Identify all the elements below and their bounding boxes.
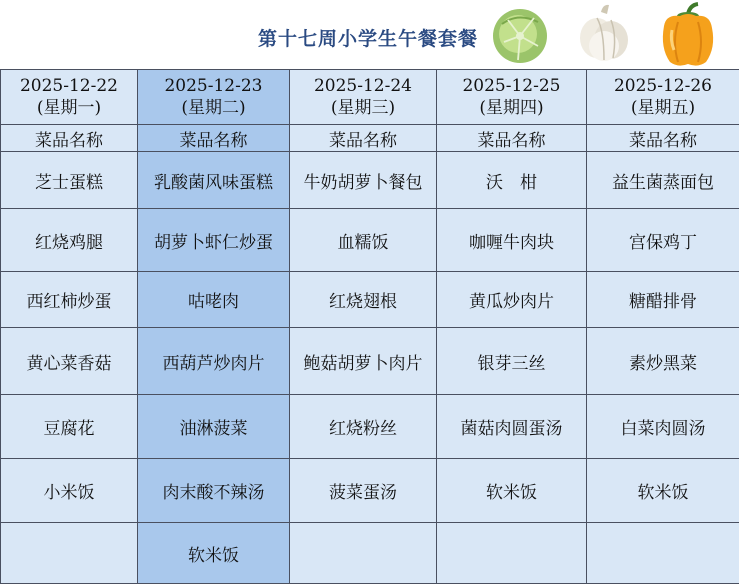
dish-cell: 西红柿炒蛋 (1, 272, 138, 328)
dish-row (1, 272, 739, 328)
menu-table (0, 69, 739, 584)
dish-cell: 白菜肉圆汤 (587, 395, 739, 459)
dish-name-header: 菜品名称 (138, 125, 290, 152)
dish-name-header: 菜品名称 (587, 125, 739, 152)
dish-cell: 红烧粉丝 (290, 395, 437, 459)
dish-row (1, 328, 739, 395)
weekday-label: (星期四) (437, 97, 586, 119)
dish-row (1, 523, 739, 584)
date-label: 2025-12-25 (437, 75, 586, 97)
dish-cell: 咕咾肉 (138, 272, 290, 328)
day-header (437, 70, 587, 125)
dish-row (1, 152, 739, 209)
dish-cell: 银芽三丝 (437, 328, 587, 395)
dish-cell: 素炒黑菜 (587, 328, 739, 395)
date-row (1, 70, 739, 125)
page-title: 第十七周小学生午餐套餐 (258, 24, 478, 51)
dish-cell: 菠菜蛋汤 (290, 459, 437, 523)
dish-cell: 肉末酸不辣汤 (138, 459, 290, 523)
cabbage-icon (488, 2, 552, 66)
dish-cell: 乳酸菌风味蛋糕 (138, 152, 290, 209)
dish-row (1, 395, 739, 459)
dish-cell: 沃 柑 (437, 152, 587, 209)
dish-cell: 牛奶胡萝卜餐包 (290, 152, 437, 209)
dish-cell: 胡萝卜虾仁炒蛋 (138, 209, 290, 272)
dish-cell: 糖醋排骨 (587, 272, 739, 328)
dish-name-header: 菜品名称 (1, 125, 138, 152)
dish-row (1, 459, 739, 523)
bell-pepper-icon (656, 2, 720, 68)
dish-cell: 黄心菜香菇 (1, 328, 138, 395)
weekday-label: (星期三) (290, 97, 436, 119)
dish-cell: 软米饭 (587, 459, 739, 523)
dish-cell: 宫保鸡丁 (587, 209, 739, 272)
date-label: 2025-12-23 (138, 75, 289, 97)
dish-row (1, 209, 739, 272)
date-label: 2025-12-22 (1, 75, 137, 97)
dish-cell (587, 523, 739, 584)
weekday-label: (星期二) (138, 97, 289, 119)
dish-name-header: 菜品名称 (437, 125, 587, 152)
dish-cell (1, 523, 138, 584)
dish-cell: 芝士蛋糕 (1, 152, 138, 209)
day-header (587, 70, 739, 125)
dish-cell: 红烧翅根 (290, 272, 437, 328)
date-label: 2025-12-24 (290, 75, 436, 97)
dish-cell: 鲍菇胡萝卜肉片 (290, 328, 437, 395)
dish-cell: 西葫芦炒肉片 (138, 328, 290, 395)
dish-cell (437, 523, 587, 584)
dish-cell: 菌菇肉圆蛋汤 (437, 395, 587, 459)
weekday-label: (星期五) (587, 97, 739, 119)
day-header (1, 70, 138, 125)
dish-cell: 黄瓜炒肉片 (437, 272, 587, 328)
date-label: 2025-12-26 (587, 75, 739, 97)
day-header (138, 70, 290, 125)
day-header (290, 70, 437, 125)
dish-cell: 益生菌蒸面包 (587, 152, 739, 209)
dish-cell: 血糯饭 (290, 209, 437, 272)
dish-cell: 红烧鸡腿 (1, 209, 138, 272)
dish-cell: 油淋菠菜 (138, 395, 290, 459)
weekday-label: (星期一) (1, 97, 137, 119)
garlic-icon (573, 2, 635, 66)
dish-name-header-row (1, 125, 739, 152)
dish-cell: 小米饭 (1, 459, 138, 523)
dish-cell (290, 523, 437, 584)
dish-cell: 软米饭 (138, 523, 290, 584)
menu-header (0, 0, 739, 69)
dish-cell: 咖喱牛肉块 (437, 209, 587, 272)
dish-cell: 豆腐花 (1, 395, 138, 459)
dish-cell: 软米饭 (437, 459, 587, 523)
dish-name-header: 菜品名称 (290, 125, 437, 152)
